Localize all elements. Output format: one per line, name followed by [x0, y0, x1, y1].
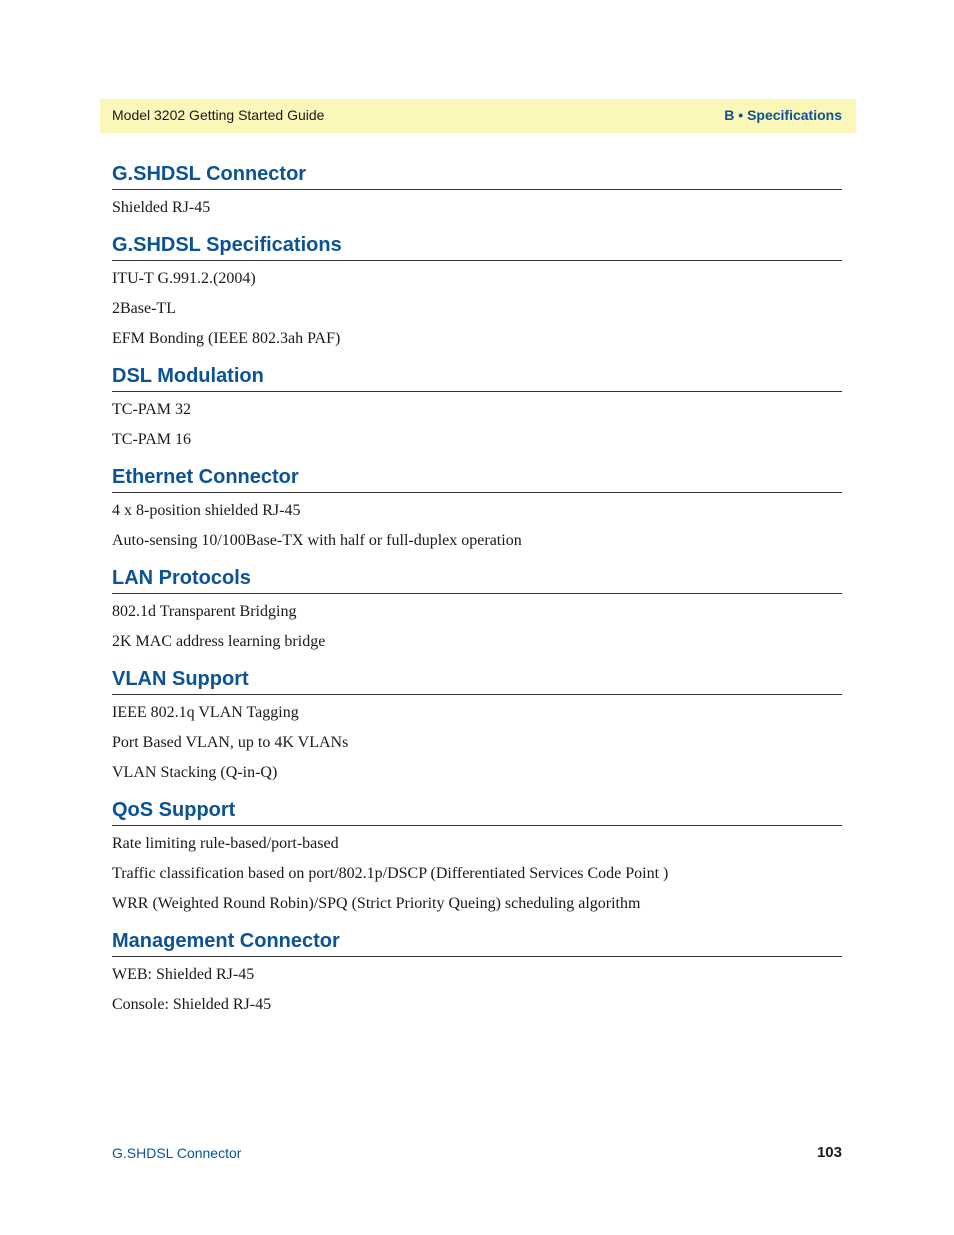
- section-qos-support: [112, 796, 842, 919]
- section-heading: G.SHDSL Connector: [112, 160, 842, 190]
- spec-item: Console: Shielded RJ-45: [112, 996, 272, 1013]
- spec-item: Traffic classification based on port/802.1p/DSCP (Differentiated Services Code Point ): [112, 865, 669, 882]
- running-header: [100, 99, 856, 133]
- section-heading: VLAN Support: [112, 665, 842, 695]
- spec-item: WRR (Weighted Round Robin)/SPQ (Strict Priority Queing) scheduling algorithm: [112, 895, 641, 912]
- spec-item: 802.1d Transparent Bridging: [112, 603, 297, 620]
- spec-item: Rate limiting rule-based/port-based: [112, 835, 339, 852]
- document-title: Model 3202 Getting Started Guide: [112, 107, 325, 123]
- section-heading: DSL Modulation: [112, 362, 842, 392]
- spec-item: Auto-sensing 10/100Base-TX with half or full-duplex operation: [112, 532, 522, 549]
- spec-item: TC-PAM 16: [112, 431, 191, 448]
- page-number: 103: [816, 1144, 842, 1161]
- chapter-title: B • Specifications: [724, 107, 842, 123]
- section-gshdsl-connector: [112, 160, 842, 223]
- section-ethernet-connector: [112, 463, 842, 556]
- section-heading: G.SHDSL Specifications: [112, 231, 842, 261]
- spec-item: TC-PAM 32: [112, 401, 191, 418]
- spec-item: EFM Bonding (IEEE 802.3ah PAF): [112, 330, 341, 347]
- spec-item: 4 x 8-position shielded RJ-45: [112, 502, 301, 519]
- section-heading: Management Connector: [112, 927, 842, 957]
- section-gshdsl-specifications: [112, 231, 842, 354]
- section-heading: QoS Support: [112, 796, 842, 826]
- section-heading: LAN Protocols: [112, 564, 842, 594]
- spec-item: IEEE 802.1q VLAN Tagging: [112, 704, 299, 721]
- spec-item: ITU-T G.991.2.(2004): [112, 270, 256, 287]
- spec-item: Port Based VLAN, up to 4K VLANs: [112, 734, 349, 751]
- section-management-connector: [112, 927, 842, 1020]
- main-content: [112, 160, 842, 1020]
- section-vlan-support: [112, 665, 842, 788]
- spec-item: 2Base-TL: [112, 300, 176, 317]
- spec-item: 2K MAC address learning bridge: [112, 633, 326, 650]
- section-lan-protocols: [112, 564, 842, 657]
- section-dsl-modulation: [112, 362, 842, 455]
- spec-item: VLAN Stacking (Q-in-Q): [112, 764, 278, 781]
- section-heading: Ethernet Connector: [112, 463, 842, 493]
- spec-item: WEB: Shielded RJ-45: [112, 966, 255, 983]
- footer-section-name: G.SHDSL Connector: [112, 1145, 242, 1161]
- spec-item: Shielded RJ-45: [112, 199, 211, 216]
